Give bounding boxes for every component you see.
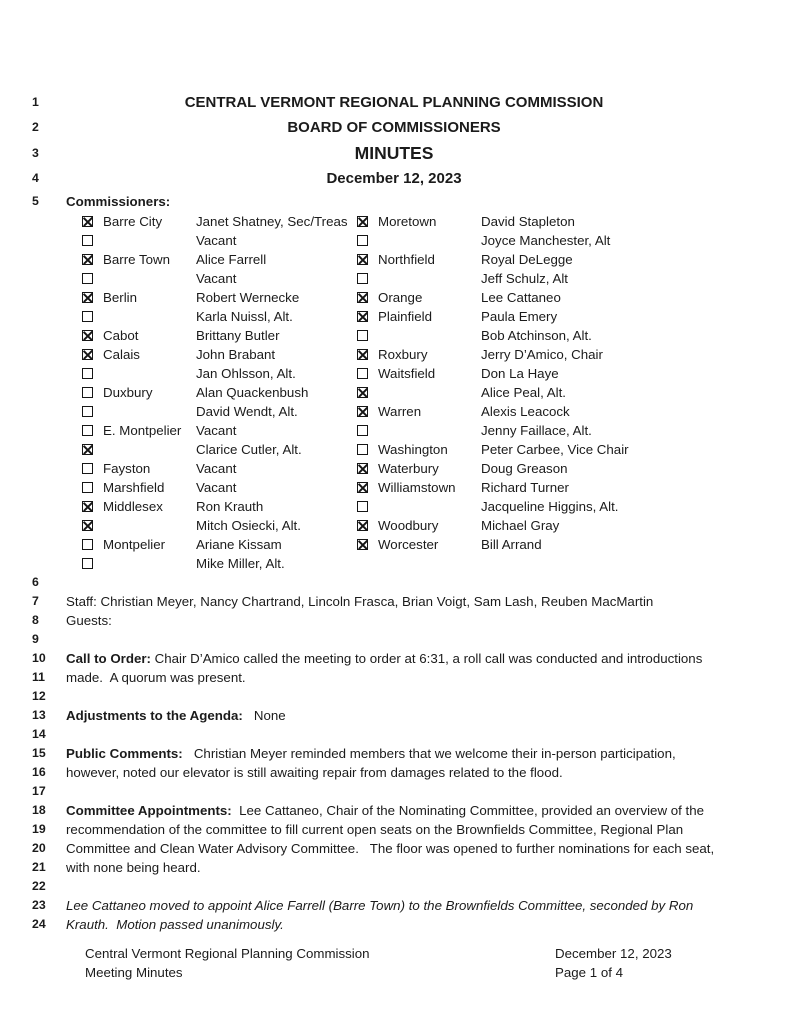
checkbox-cell (82, 463, 103, 474)
commissioner-row (357, 478, 730, 497)
line-text (58, 630, 730, 649)
commissioners-column-left (60, 212, 357, 573)
commissioner-name: Vacant (196, 423, 237, 438)
checkbox-cell (357, 235, 378, 246)
line-text: MINUTES (354, 143, 434, 163)
doc-line-20 (0, 839, 791, 858)
commissioner-town: Waitsfield (378, 366, 436, 381)
checkbox-unchecked-icon (82, 406, 93, 417)
commissioner-name: Royal DeLegge (481, 252, 573, 267)
checkbox-checked-icon (82, 501, 93, 512)
commissioner-name: Doug Greason (481, 461, 568, 476)
footer-right (555, 944, 672, 982)
checkbox-checked-icon (82, 330, 93, 341)
commissioner-row (357, 231, 730, 250)
commissioner-name: Alan Quackenbush (196, 385, 309, 400)
checkbox-cell (357, 387, 378, 398)
checkbox-cell (357, 311, 378, 322)
checkbox-cell (82, 311, 103, 322)
checkbox-cell (82, 368, 103, 379)
commissioner-row (357, 212, 730, 231)
doc-line-7 (0, 592, 791, 611)
checkbox-checked-icon (357, 254, 368, 265)
doc-line-19 (0, 820, 791, 839)
commissioner-town: Moretown (378, 214, 437, 229)
doc-line-4 (0, 166, 791, 191)
commissioner-name: Alice Farrell (196, 252, 267, 267)
checkbox-unchecked-icon (357, 273, 368, 284)
commissioner-row (60, 440, 357, 459)
commissioner-row (60, 402, 357, 421)
commissioner-name: Mike Miller, Alt. (196, 556, 285, 571)
commissioner-row (357, 250, 730, 269)
line-number: 1 (32, 95, 39, 109)
commissioner-town: Middlesex (103, 499, 163, 514)
doc-line-24 (0, 915, 791, 934)
commissioner-row (357, 269, 730, 288)
commissioner-row (60, 212, 357, 231)
checkbox-unchecked-icon (82, 273, 93, 284)
commissioner-name: Paula Emery (481, 309, 558, 324)
commissioner-row (357, 288, 730, 307)
line-text: with none being heard. (66, 860, 201, 875)
checkbox-checked-icon (357, 520, 368, 531)
checkbox-cell (357, 444, 378, 455)
commissioner-name: Karla Nuissl, Alt. (196, 309, 293, 324)
commissioner-name: Bob Atchinson, Alt. (481, 328, 592, 343)
checkbox-cell (357, 330, 378, 341)
line-text: made. A quorum was present. (66, 670, 246, 685)
document-header (0, 90, 791, 212)
line-text: Lee Cattaneo moved to appoint Alice Farrell (Barre Town) to the Brownfields Committee, seconded by Ron (66, 898, 694, 913)
line-bold-label: Adjustments to the Agenda: (66, 708, 243, 723)
footer-page-number: Page 1 of 4 (555, 965, 624, 980)
commissioner-town: Berlin (103, 290, 137, 305)
checkbox-checked-icon (82, 216, 93, 227)
checkbox-checked-icon (357, 406, 368, 417)
line-bold-label: Committee Appointments: (66, 803, 232, 818)
line-number: 23 (32, 898, 46, 912)
checkbox-cell (82, 539, 103, 550)
commissioner-row (357, 383, 730, 402)
document-body (0, 573, 791, 934)
doc-line-6 (0, 573, 791, 592)
doc-line-12 (0, 687, 791, 706)
checkbox-unchecked-icon (82, 368, 93, 379)
line-bold-label: Call to Order: (66, 651, 151, 666)
commissioner-name: Alexis Leacock (481, 404, 570, 419)
doc-line-2 (0, 115, 791, 140)
checkbox-cell (82, 482, 103, 493)
commissioner-row (60, 307, 357, 326)
line-number: 19 (32, 822, 46, 836)
commissioner-name: Mitch Osiecki, Alt. (196, 518, 301, 533)
commissioners-column-right (357, 212, 730, 573)
doc-line-17 (0, 782, 791, 801)
commissioner-name: Vacant (196, 461, 237, 476)
checkbox-checked-icon (357, 292, 368, 303)
commissioner-name: Vacant (196, 271, 237, 286)
line-number: 4 (32, 171, 39, 185)
checkbox-cell (357, 216, 378, 227)
line-number: 3 (32, 146, 39, 160)
footer-org: Central Vermont Regional Planning Commission (85, 946, 370, 961)
commissioner-name: John Brabant (196, 347, 276, 362)
commissioner-row (357, 307, 730, 326)
doc-line-1 (0, 90, 791, 115)
commissioner-row (357, 364, 730, 383)
doc-line-9 (0, 630, 791, 649)
checkbox-checked-icon (357, 387, 368, 398)
checkbox-cell (82, 216, 103, 227)
checkbox-checked-icon (357, 539, 368, 550)
commissioner-row (60, 231, 357, 250)
checkbox-cell (357, 349, 378, 360)
commissioner-town: Worcester (378, 537, 439, 552)
commissioner-row (60, 554, 357, 573)
checkbox-checked-icon (357, 482, 368, 493)
line-text: however, noted our elevator is still awaiting repair from damages related to the flood. (66, 765, 563, 780)
commissioner-row (357, 516, 730, 535)
line-number: 14 (32, 727, 46, 741)
commissioner-row (60, 421, 357, 440)
checkbox-cell (82, 406, 103, 417)
commissioner-town: Cabot (103, 328, 139, 343)
commissioner-name: Janet Shatney, Sec/Treas (196, 214, 348, 229)
checkbox-unchecked-icon (82, 235, 93, 246)
doc-line-10 (0, 649, 791, 668)
commissioner-row (357, 440, 730, 459)
line-bold-label: Public Comments: (66, 746, 183, 761)
checkbox-cell (357, 463, 378, 474)
commissioner-name: Vacant (196, 233, 237, 248)
commissioner-name: Brittany Butler (196, 328, 280, 343)
checkbox-checked-icon (357, 311, 368, 322)
commissioner-name: Jeff Schulz, Alt (481, 271, 568, 286)
checkbox-cell (357, 254, 378, 265)
line-number: 20 (32, 841, 46, 855)
commissioner-town: Waterbury (378, 461, 439, 476)
checkbox-cell (357, 368, 378, 379)
doc-line-15 (0, 744, 791, 763)
line-number: 18 (32, 803, 46, 817)
commissioner-row (357, 535, 730, 554)
checkbox-cell (82, 330, 103, 341)
line-number: 5 (32, 194, 39, 208)
commissioner-town: Roxbury (378, 347, 428, 362)
checkbox-checked-icon (82, 349, 93, 360)
commissioner-name: Don La Haye (481, 366, 559, 381)
commissioner-name: Jacqueline Higgins, Alt. (481, 499, 619, 514)
checkbox-unchecked-icon (82, 463, 93, 474)
doc-line-3 (0, 140, 791, 166)
line-text: Guests: (66, 613, 112, 628)
checkbox-cell (82, 235, 103, 246)
checkbox-unchecked-icon (357, 330, 368, 341)
checkbox-unchecked-icon (82, 558, 93, 569)
doc-line-16 (0, 763, 791, 782)
checkbox-unchecked-icon (357, 425, 368, 436)
checkbox-cell (82, 273, 103, 284)
line-number: 9 (32, 632, 39, 646)
commissioner-town: Duxbury (103, 385, 153, 400)
commissioners-grid (60, 212, 730, 573)
checkbox-checked-icon (82, 444, 93, 455)
checkbox-checked-icon (357, 216, 368, 227)
checkbox-cell (357, 482, 378, 493)
commissioner-town: Northfield (378, 252, 435, 267)
checkbox-cell (357, 501, 378, 512)
commissioner-name: Joyce Manchester, Alt (481, 233, 611, 248)
checkbox-cell (82, 501, 103, 512)
commissioner-row (60, 250, 357, 269)
line-text: recommendation of the committee to fill current open seats on the Brownfields Committee, Regional Plan (66, 822, 684, 837)
line-text: Committee Appointments: Lee Cattaneo, Chair of the Nominating Committee, provided an overview of the (66, 803, 705, 818)
line-text (58, 573, 730, 592)
commissioner-row (60, 478, 357, 497)
line-number: 12 (32, 689, 46, 703)
commissioner-row (60, 535, 357, 554)
commissioner-row (60, 269, 357, 288)
commissioner-row (60, 326, 357, 345)
line-text (58, 687, 730, 706)
commissioner-town: E. Montpelier (103, 423, 182, 438)
line-text: Public Comments: Christian Meyer reminded members that we welcome their in-person participation, (66, 746, 676, 761)
checkbox-cell (357, 273, 378, 284)
line-number: 13 (32, 708, 46, 722)
checkbox-unchecked-icon (357, 368, 368, 379)
line-text: Call to Order: Chair D’Amico called the meeting to order at 6:31, a roll call was conducted and introductions (66, 651, 703, 666)
checkbox-unchecked-icon (82, 539, 93, 550)
doc-line-21 (0, 858, 791, 877)
line-number: 15 (32, 746, 46, 760)
doc-line-14 (0, 725, 791, 744)
commissioner-row (357, 326, 730, 345)
commissioner-town: Marshfield (103, 480, 165, 495)
checkbox-checked-icon (82, 520, 93, 531)
commissioner-town: Barre City (103, 214, 163, 229)
line-number: 17 (32, 784, 46, 798)
commissioner-row (60, 288, 357, 307)
commissioner-name: Peter Carbee, Vice Chair (481, 442, 629, 457)
commissioner-row (357, 459, 730, 478)
doc-line-23 (0, 896, 791, 915)
line-text: December 12, 2023 (326, 170, 462, 187)
commissioner-row (357, 402, 730, 421)
line-text: Commissioners: (66, 194, 171, 209)
line-number: 8 (32, 613, 39, 627)
line-number: 2 (32, 120, 39, 134)
checkbox-cell (82, 444, 103, 455)
checkbox-checked-icon (82, 254, 93, 265)
checkbox-checked-icon (82, 292, 93, 303)
checkbox-checked-icon (357, 463, 368, 474)
checkbox-cell (357, 406, 378, 417)
checkbox-cell (82, 292, 103, 303)
checkbox-cell (82, 349, 103, 360)
line-number: 10 (32, 651, 46, 665)
commissioner-town: Williamstown (378, 480, 456, 495)
commissioner-name: Ron Krauth (196, 499, 264, 514)
commissioner-name: Bill Arrand (481, 537, 542, 552)
commissioner-town: Plainfield (378, 309, 432, 324)
doc-line-8 (0, 611, 791, 630)
commissioner-name: Jenny Faillace, Alt. (481, 423, 592, 438)
commissioner-name: Jerry D’Amico, Chair (481, 347, 603, 362)
checkbox-cell (357, 539, 378, 550)
checkbox-cell (357, 292, 378, 303)
doc-line-22 (0, 877, 791, 896)
commissioner-town: Washington (378, 442, 448, 457)
line-text: Staff: Christian Meyer, Nancy Chartrand, Lincoln Frasca, Brian Voigt, Sam Lash, Reuben MacMartin (66, 594, 654, 609)
line-number: 16 (32, 765, 46, 779)
commissioner-row (60, 364, 357, 383)
checkbox-unchecked-icon (357, 235, 368, 246)
commissioner-town: Warren (378, 404, 422, 419)
checkbox-unchecked-icon (82, 311, 93, 322)
commissioner-row (60, 497, 357, 516)
line-number: 11 (32, 670, 45, 684)
line-text (58, 725, 730, 744)
line-text: Krauth. Motion passed unanimously. (66, 917, 284, 932)
commissioner-row (60, 459, 357, 478)
commissioner-name: Lee Cattaneo (481, 290, 561, 305)
doc-line-13 (0, 706, 791, 725)
checkbox-cell (357, 520, 378, 531)
commissioner-name: Alice Peal, Alt. (481, 385, 566, 400)
line-text: CENTRAL VERMONT REGIONAL PLANNING COMMISSION (184, 94, 604, 111)
commissioner-row (357, 497, 730, 516)
footer-doc-title: Meeting Minutes (85, 965, 183, 980)
line-number: 7 (32, 594, 39, 608)
commissioner-town: Fayston (103, 461, 151, 476)
commissioner-name: David Wendt, Alt. (196, 404, 298, 419)
doc-line-18 (0, 801, 791, 820)
checkbox-unchecked-icon (357, 501, 368, 512)
checkbox-unchecked-icon (82, 425, 93, 436)
commissioner-town: Orange (378, 290, 423, 305)
commissioner-name: Richard Turner (481, 480, 569, 495)
checkbox-cell (82, 387, 103, 398)
commissioner-name: David Stapleton (481, 214, 575, 229)
checkbox-checked-icon (357, 349, 368, 360)
line-number: 6 (32, 575, 39, 589)
commissioner-town: Barre Town (103, 252, 171, 267)
checkbox-cell (82, 254, 103, 265)
footer-left (85, 944, 370, 982)
checkbox-cell (82, 425, 103, 436)
commissioner-row (60, 345, 357, 364)
checkbox-unchecked-icon (357, 444, 368, 455)
commissioner-name: Clarice Cutler, Alt. (196, 442, 302, 457)
commissioner-town: Calais (103, 347, 140, 362)
line-text: Committee and Clean Water Advisory Committee. The floor was opened to further nominations for each seat, (66, 841, 715, 856)
line-number: 21 (32, 860, 46, 874)
line-text (58, 877, 730, 896)
commissioner-name: Robert Wernecke (196, 290, 300, 305)
checkbox-unchecked-icon (82, 482, 93, 493)
commissioner-row (357, 421, 730, 440)
line-text: Adjustments to the Agenda: None (66, 708, 286, 723)
checkbox-cell (82, 558, 103, 569)
commissioner-name: Ariane Kissam (196, 537, 282, 552)
checkbox-unchecked-icon (82, 387, 93, 398)
line-text: BOARD OF COMMISSIONERS (287, 119, 501, 136)
footer-date: December 12, 2023 (555, 946, 672, 961)
commissioner-town: Montpelier (103, 537, 166, 552)
checkbox-cell (82, 520, 103, 531)
commissioner-row (357, 345, 730, 364)
line-number: 24 (32, 917, 46, 931)
doc-line-5 (0, 191, 791, 212)
commissioner-name: Michael Gray (481, 518, 560, 533)
doc-line-11 (0, 668, 791, 687)
commissioner-name: Jan Ohlsson, Alt. (196, 366, 296, 381)
line-number: 22 (32, 879, 46, 893)
commissioner-row (60, 516, 357, 535)
commissioner-row (60, 383, 357, 402)
checkbox-cell (357, 425, 378, 436)
commissioner-name: Vacant (196, 480, 237, 495)
line-text (58, 782, 730, 801)
commissioner-town: Woodbury (378, 518, 439, 533)
